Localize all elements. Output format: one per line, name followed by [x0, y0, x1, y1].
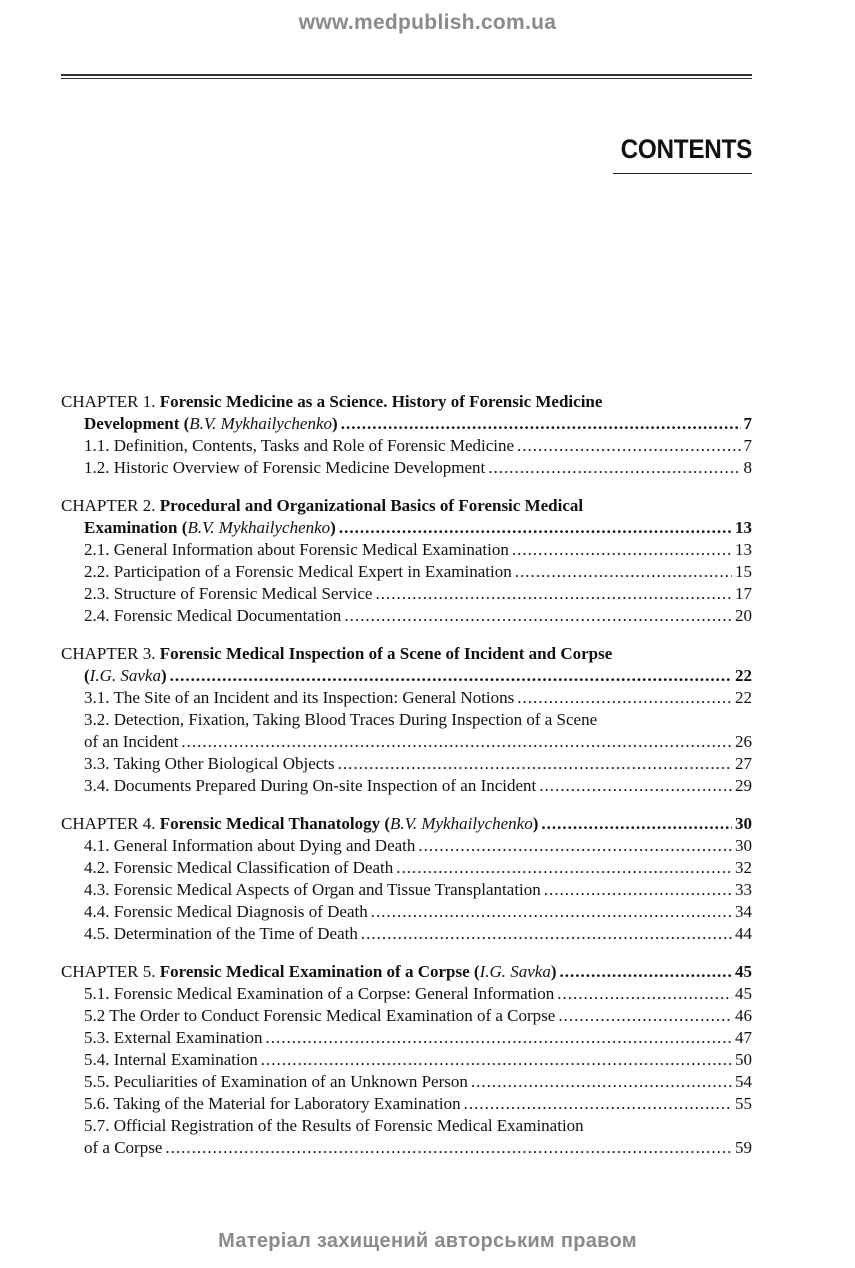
page-number: 29	[735, 776, 752, 795]
dot-leader	[541, 813, 732, 835]
chapter-author: B.V. Mykhailychenko	[189, 414, 333, 433]
chapter-5	[61, 961, 752, 1159]
dot-leader	[558, 1005, 732, 1027]
section-title: 3.4. Documents Prepared During On-site Inspection of an Incident	[84, 776, 537, 795]
page-number: 13	[735, 518, 752, 537]
page-number: 45	[735, 984, 752, 1003]
chapter-author: I.G. Savka	[89, 666, 161, 685]
section-title: 5.5. Peculiarities of Examination of an Unknown Person	[84, 1072, 468, 1091]
section-title: 5.3. External Examination	[84, 1028, 263, 1047]
page-number: 20	[735, 606, 752, 625]
page-number: 27	[735, 754, 752, 773]
toc-section[interactable]	[84, 1071, 752, 1093]
section-title: 4.3. Forensic Medical Aspects of Organ and Tissue Transplantation	[84, 880, 541, 899]
dot-leader	[339, 517, 732, 539]
dot-leader	[544, 879, 732, 901]
chapter-heading-cont[interactable]: Development (B.V. Mykhailychenko) ..... 7	[84, 413, 752, 435]
page-number: 13	[735, 540, 752, 559]
toc-section[interactable]	[84, 583, 752, 605]
section-title: 4.1. General Information about Dying and Death	[84, 836, 416, 855]
chapter-author: B.V. Mykhailychenko	[390, 814, 533, 833]
page-number: 26	[735, 732, 752, 751]
toc-section[interactable]	[84, 983, 752, 1005]
toc-section[interactable]	[84, 457, 752, 479]
chapter-author: I.G. Savka	[479, 962, 551, 981]
page-number: 30	[735, 814, 752, 833]
dot-leader	[471, 1071, 732, 1093]
chapter-heading-cont[interactable]: Examination (B.V. Mykhailychenko) ..... 13	[84, 517, 752, 539]
page-number: 32	[735, 858, 752, 877]
section-title: 1.1. Definition, Contents, Tasks and Role of Forensic Medicine	[84, 436, 515, 455]
chapter-title-cont: Examination	[84, 518, 178, 537]
section-title: 4.5. Determination of the Time of Death	[84, 924, 358, 943]
dot-leader	[517, 687, 732, 709]
toc-section[interactable]	[84, 835, 752, 857]
page-number: 30	[735, 836, 752, 855]
section-title: 3.1. The Site of an Incident and its Inspection: General Notions	[84, 688, 515, 707]
dot-leader	[396, 857, 732, 879]
page-number: 33	[735, 880, 752, 899]
page-number: 8	[743, 458, 752, 477]
chapter-prefix: CHAPTER 3.	[61, 644, 156, 663]
toc-section[interactable]	[84, 923, 752, 945]
section-title: 2.3. Structure of Forensic Medical Service	[84, 584, 373, 603]
toc-section[interactable]	[84, 561, 752, 583]
chapter-prefix: CHAPTER 5.	[61, 962, 156, 981]
dot-leader	[338, 753, 732, 775]
toc-section[interactable]	[84, 1093, 752, 1115]
chapter-heading[interactable]: CHAPTER 4. Forensic Medical Thanatology (B.V. Mykhailychenko) ..... 30	[61, 813, 752, 835]
section-title: 2.2. Participation of a Forensic Medical Expert in Examination	[84, 562, 512, 581]
section-title: 4.4. Forensic Medical Diagnosis of Death	[84, 902, 368, 921]
chapter-3	[61, 643, 752, 797]
dot-leader	[418, 835, 732, 857]
chapter-prefix: CHAPTER 4.	[61, 814, 156, 833]
chapter-prefix: CHAPTER 1.	[61, 392, 156, 411]
toc-section[interactable]	[84, 753, 752, 775]
toc-section[interactable]	[84, 1005, 752, 1027]
page-number: 7	[743, 414, 752, 433]
page-number: 7	[743, 436, 752, 455]
section-title: 5.1. Forensic Medical Examination of a Corpse: General Information	[84, 984, 555, 1003]
section-title: 5.6. Taking of the Material for Laboratory Examination	[84, 1094, 461, 1113]
section-title: 5.7. Official Registration of the Results of Forensic Medical Examination	[84, 1116, 584, 1135]
section-title: 1.2. Historic Overview of Forensic Medicine Development	[84, 458, 486, 477]
section-title: 5.4. Internal Examination	[84, 1050, 258, 1069]
page-number: 55	[735, 1094, 752, 1113]
copyright-watermark: Матеріал захищений авторським правом	[218, 1230, 637, 1252]
toc-section[interactable]	[84, 901, 752, 923]
dot-leader	[170, 665, 732, 687]
chapter-title-cont: Development	[84, 414, 180, 433]
page-number: 15	[735, 562, 752, 581]
dot-leader	[512, 539, 732, 561]
chapter-1	[61, 391, 752, 479]
toc-section[interactable]	[84, 1049, 752, 1071]
dot-leader	[261, 1049, 732, 1071]
page-number: 47	[735, 1028, 752, 1047]
header-rule-thick	[61, 74, 752, 76]
page-number: 22	[735, 688, 752, 707]
chapter-title: Forensic Medical Thanatology	[159, 814, 381, 833]
toc-section-line2[interactable]	[84, 731, 752, 753]
section-title-cont: of a Corpse	[84, 1138, 163, 1157]
chapter-4	[61, 813, 752, 945]
page-number: 22	[735, 666, 752, 685]
chapter-heading[interactable]: CHAPTER 5. Forensic Medical Examination of a Corpse (I.G. Savka) ..... 45	[61, 961, 752, 983]
dot-leader	[265, 1027, 732, 1049]
title-underline	[613, 173, 752, 174]
page-number: 45	[735, 962, 752, 981]
page-number: 17	[735, 584, 752, 603]
section-title: 3.3. Taking Other Biological Objects	[84, 754, 335, 773]
toc-section[interactable]	[84, 605, 752, 627]
page-number: 50	[735, 1050, 752, 1069]
dot-leader	[165, 1137, 732, 1159]
table-of-contents	[61, 391, 752, 1175]
dot-leader	[371, 901, 732, 923]
page-number: 46	[735, 1006, 752, 1025]
header-rule-thin	[61, 78, 752, 79]
chapter-heading	[61, 391, 752, 413]
dot-leader	[341, 413, 741, 435]
section-title: 2.1. General Information about Forensic Medical Examination	[84, 540, 509, 559]
dot-leader	[375, 583, 732, 605]
dot-leader	[464, 1093, 732, 1115]
chapter-title: Forensic Medicine as a Science. History of Forensic Medicine	[159, 392, 603, 411]
toc-section-line1[interactable]	[84, 1115, 752, 1137]
dot-leader	[517, 435, 740, 457]
section-title: 4.2. Forensic Medical Classification of Death	[84, 858, 394, 877]
toc-section-line1[interactable]	[84, 709, 752, 731]
page-number: 34	[735, 902, 752, 921]
toc-section[interactable]	[84, 879, 752, 901]
section-title-cont: of an Incident	[84, 732, 179, 751]
dot-leader	[515, 561, 732, 583]
chapter-heading-cont[interactable]: (I.G. Savka) ..... 22	[84, 665, 752, 687]
toc-section[interactable]	[84, 1027, 752, 1049]
page-number: 54	[735, 1072, 752, 1091]
toc-section[interactable]	[84, 435, 752, 457]
chapter-title: Forensic Medical Examination of a Corpse	[159, 962, 470, 981]
dot-leader	[361, 923, 732, 945]
toc-section[interactable]	[84, 539, 752, 561]
chapter-heading	[61, 495, 752, 517]
chapter-author: B.V. Mykhailychenko	[187, 518, 331, 537]
section-title: 5.2 The Order to Conduct Forensic Medical Examination of a Corpse	[84, 1006, 556, 1025]
toc-section[interactable]	[84, 775, 752, 797]
toc-section[interactable]	[84, 857, 752, 879]
dot-leader	[344, 605, 732, 627]
page-number: 44	[735, 924, 752, 943]
chapter-2	[61, 495, 752, 627]
page-title: CONTENTS	[620, 134, 752, 164]
section-title: 2.4. Forensic Medical Documentation	[84, 606, 342, 625]
section-title: 3.2. Detection, Fixation, Taking Blood Traces During Inspection of a Scene	[84, 710, 598, 729]
chapter-title: Forensic Medical Inspection of a Scene of Incident and Corpse	[159, 644, 613, 663]
page-number: 59	[735, 1138, 752, 1157]
dot-leader	[181, 731, 732, 753]
chapter-heading	[61, 643, 752, 665]
dot-leader	[488, 457, 740, 479]
site-url: www.medpublish.com.ua	[298, 11, 557, 34]
toc-section[interactable]	[84, 687, 752, 709]
dot-leader	[560, 961, 732, 983]
dot-leader	[557, 983, 732, 1005]
chapter-prefix: CHAPTER 2.	[61, 496, 156, 515]
chapter-title: Procedural and Organizational Basics of Forensic Medical	[159, 496, 584, 515]
toc-section-line2[interactable]	[84, 1137, 752, 1159]
dot-leader	[539, 775, 732, 797]
